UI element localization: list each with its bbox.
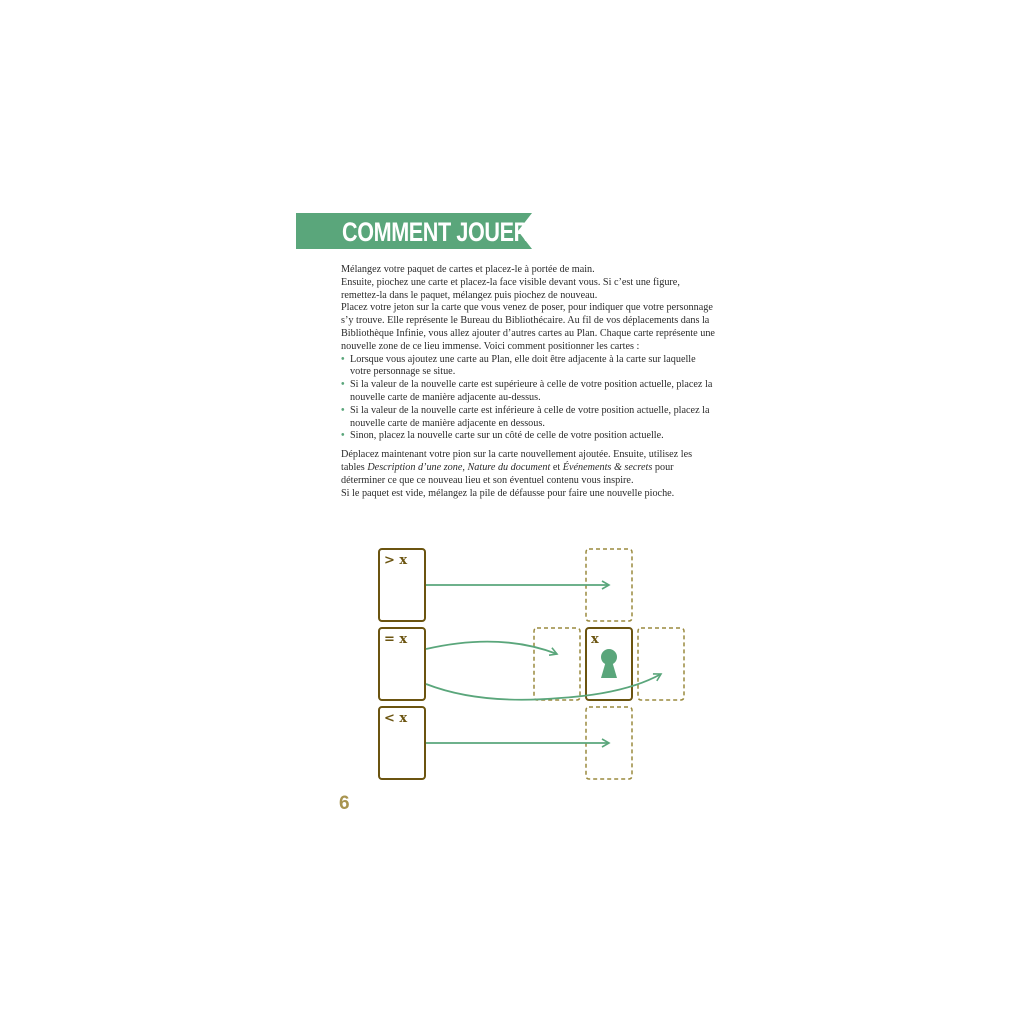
list-item: • Sinon, placez la nouvelle carte sur un côté de celle de votre position actuelle. xyxy=(341,430,664,442)
list-item: • Si la valeur de la nouvelle carte est supérieure à celle de votre position actuelle, placez la nouvelle carte de manière adjacente au-dessus. xyxy=(341,379,713,403)
slot-left xyxy=(534,628,580,700)
arrow-right xyxy=(426,674,661,700)
card-greater-label: > x xyxy=(384,553,408,568)
page-number: 6 xyxy=(339,793,350,814)
list-item: • Si la valeur de la nouvelle carte est inférieure à celle de votre position actuelle, placez la nouvelle carte de manière adjacente en dessous. xyxy=(341,404,710,429)
intro-paragraph: Mélangez votre paquet de cartes et placez-le à portée de main. xyxy=(341,264,595,275)
page-title: COMMENT JOUER ? xyxy=(342,217,548,247)
card-current-label: x xyxy=(591,632,599,647)
table-name: Description d’une zone xyxy=(367,461,463,473)
move-paragraph: Déplacez maintenant votre pion sur la carte nouvellement ajoutée. Ensuite, utilisez les tables Description d’une zone, Nature du document et Événements & secrets pour déterminer ce que ce nouveau lieu et son éventuel contenu vous inspire. xyxy=(341,449,693,486)
card-lesser-label: < x xyxy=(384,711,408,726)
list-item: • Lorsque vous ajoutez une carte au Plan, elle doit être adjacente à la carte sur laquelle votre personnage se situe. xyxy=(341,353,696,378)
intro-paragraph: Placez votre jeton sur la carte que vous venez de poser, pour indiquer que votre personnage s’y trouve. Elle représente le Bureau du Bibliothécaire. Au fil de vos déplacements dans la Bibliothèque Infinie, vous allez ajouter d’autres cartes au Plan. Chaque carte représente une nouvelle zone de ce lieu immense. Voici comment positionner les cartes : xyxy=(341,302,715,352)
slot-right xyxy=(638,628,684,700)
intro-paragraph: Ensuite, piochez une carte et placez-la face visible devant vous. Si c’est une figure, remettez-la dans le paquet, mélangez puis piochez de nouveau. xyxy=(341,276,680,301)
table-name: Nature du document xyxy=(467,461,551,473)
arrow-left xyxy=(426,642,557,654)
keyhole-icon xyxy=(601,649,617,678)
table-name: Événements & secrets xyxy=(562,461,653,473)
card-equal-label: = x xyxy=(384,632,408,647)
empty-deck-paragraph: Si le paquet est vide, mélangez la pile de défausse pour faire une nouvelle pioche. xyxy=(341,487,675,499)
